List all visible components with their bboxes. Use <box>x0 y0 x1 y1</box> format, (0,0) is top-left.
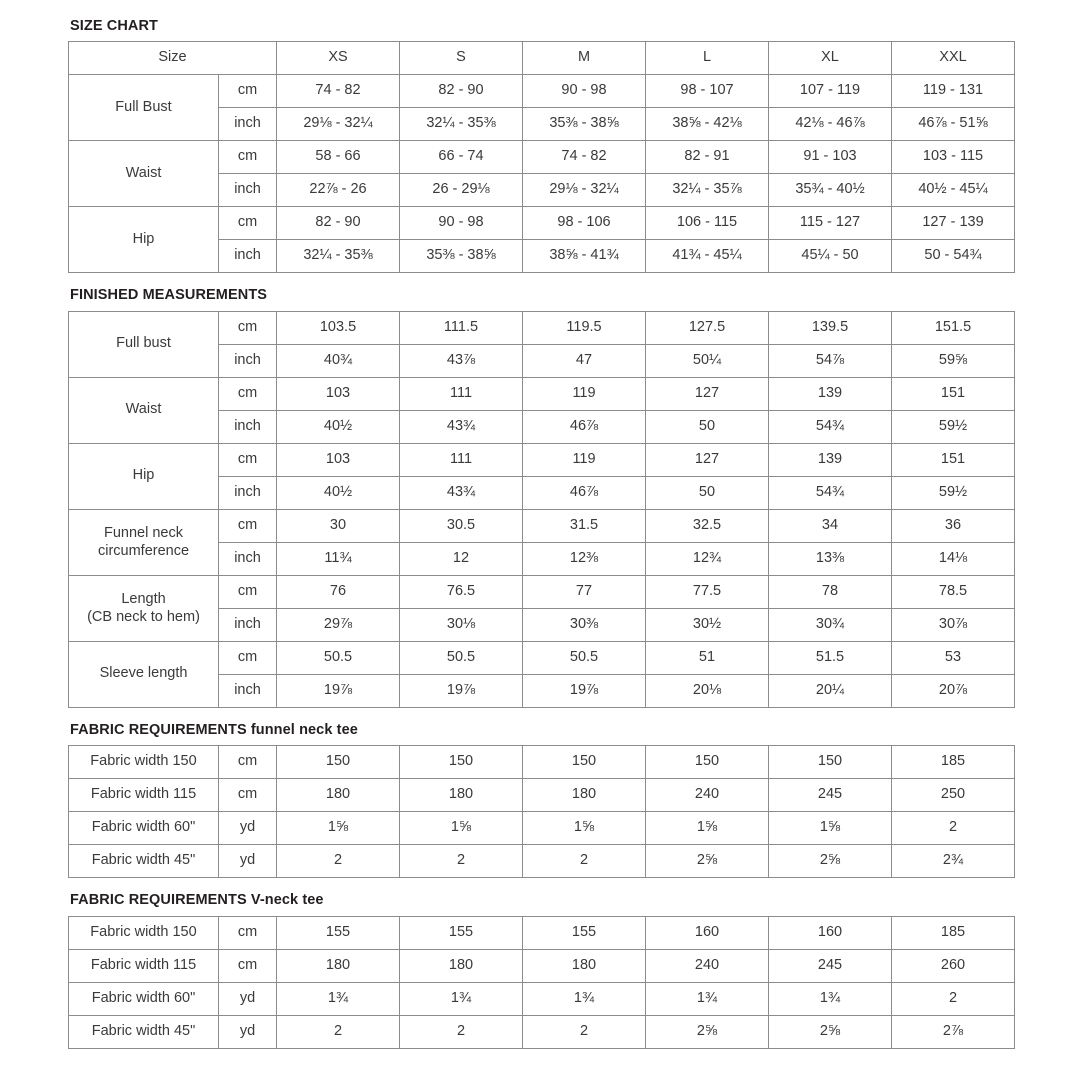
cell-value: 180 <box>277 779 400 812</box>
cell-value: 59⅝ <box>892 344 1015 377</box>
size-column-xs: XS <box>277 42 400 75</box>
cell-value: 1⅝ <box>769 812 892 845</box>
fabric-requirements-funnel-neck-table <box>68 745 1015 878</box>
size-column-xxl: XXL <box>892 42 1015 75</box>
cell-value: 50.5 <box>277 641 400 674</box>
cell-value: 185 <box>892 916 1015 949</box>
table-row <box>69 377 1015 410</box>
cell-value: 11¾ <box>277 542 400 575</box>
row-label-fabric-width-45in: Fabric width 45" <box>69 845 219 878</box>
row-label-full-bust: Full bust <box>69 311 219 377</box>
size-chart-table <box>68 41 1015 273</box>
cell-value: 22⅞ - 26 <box>277 174 400 207</box>
table-row <box>69 641 1015 674</box>
cell-value: 43¾ <box>400 476 523 509</box>
unit-cm: cm <box>219 207 277 240</box>
cell-value: 160 <box>646 916 769 949</box>
cell-value: 98 - 106 <box>523 207 646 240</box>
cell-value: 76 <box>277 575 400 608</box>
cell-value: 111.5 <box>400 311 523 344</box>
cell-value: 150 <box>277 746 400 779</box>
size-column-s: S <box>400 42 523 75</box>
cell-value: 38⅝ - 42⅛ <box>646 108 769 141</box>
cell-value: 2 <box>277 1015 400 1048</box>
cell-value: 127 <box>646 443 769 476</box>
row-label-fabric-width-60in: Fabric width 60" <box>69 982 219 1015</box>
cell-value: 127 - 139 <box>892 207 1015 240</box>
cell-value: 38⅝ - 41¾ <box>523 240 646 273</box>
cell-value: 50 - 54¾ <box>892 240 1015 273</box>
cell-value: 41¾ - 45¼ <box>646 240 769 273</box>
cell-value: 90 - 98 <box>400 207 523 240</box>
row-label-hip: Hip <box>69 443 219 509</box>
row-label-line-1: Funnel neck <box>104 525 183 542</box>
cell-value: 40¾ <box>277 344 400 377</box>
cell-value: 45¼ - 50 <box>769 240 892 273</box>
row-label-waist: Waist <box>69 377 219 443</box>
cell-value: 32.5 <box>646 509 769 542</box>
cell-value: 103 <box>277 377 400 410</box>
cell-value: 46⅞ <box>523 410 646 443</box>
unit-cell: cm <box>219 949 277 982</box>
cell-value: 30¾ <box>769 608 892 641</box>
cell-value: 58 - 66 <box>277 141 400 174</box>
cell-value: 77.5 <box>646 575 769 608</box>
cell-value: 19⅞ <box>400 674 523 707</box>
table-row <box>69 75 1015 108</box>
cell-value: 30 <box>277 509 400 542</box>
cell-value: 150 <box>646 746 769 779</box>
unit-inch: inch <box>219 344 277 377</box>
cell-value: 29⅛ - 32¼ <box>523 174 646 207</box>
unit-cell: yd <box>219 1015 277 1048</box>
row-label-full-bust: Full Bust <box>69 75 219 141</box>
row-label-fabric-width-150: Fabric width 150 <box>69 746 219 779</box>
cell-value: 40½ - 45¼ <box>892 174 1015 207</box>
cell-value: 29⅞ <box>277 608 400 641</box>
cell-value: 59½ <box>892 410 1015 443</box>
table-row <box>69 779 1015 812</box>
cell-value: 106 - 115 <box>646 207 769 240</box>
cell-value: 1¾ <box>646 982 769 1015</box>
cell-value: 185 <box>892 746 1015 779</box>
cell-value: 119.5 <box>523 311 646 344</box>
cell-value: 76.5 <box>400 575 523 608</box>
cell-value: 98 - 107 <box>646 75 769 108</box>
table-row <box>69 1015 1015 1048</box>
cell-value: 54¾ <box>769 476 892 509</box>
cell-value: 51.5 <box>769 641 892 674</box>
table-row <box>69 443 1015 476</box>
cell-value: 30⅞ <box>892 608 1015 641</box>
cell-value: 2⅞ <box>892 1015 1015 1048</box>
cell-value: 35¾ - 40½ <box>769 174 892 207</box>
cell-value: 30⅛ <box>400 608 523 641</box>
cell-value: 20⅛ <box>646 674 769 707</box>
cell-value: 150 <box>769 746 892 779</box>
cell-value: 180 <box>523 779 646 812</box>
row-label-line-2: (CB neck to hem) <box>87 609 200 626</box>
cell-value: 77 <box>523 575 646 608</box>
cell-value: 43⅞ <box>400 344 523 377</box>
cell-value: 250 <box>892 779 1015 812</box>
cell-value: 1⅝ <box>277 812 400 845</box>
cell-value: 34 <box>769 509 892 542</box>
table-row <box>69 949 1015 982</box>
cell-value: 91 - 103 <box>769 141 892 174</box>
cell-value: 19⅞ <box>277 674 400 707</box>
cell-value: 35⅜ - 38⅝ <box>400 240 523 273</box>
cell-value: 36 <box>892 509 1015 542</box>
table-row <box>69 575 1015 608</box>
cell-value: 1¾ <box>769 982 892 1015</box>
cell-value: 1⅝ <box>523 812 646 845</box>
cell-value: 32¼ - 35⅞ <box>646 174 769 207</box>
cell-value: 180 <box>400 949 523 982</box>
cell-value: 46⅞ <box>523 476 646 509</box>
cell-value: 127.5 <box>646 311 769 344</box>
cell-value: 2⅝ <box>769 1015 892 1048</box>
unit-cell: cm <box>219 779 277 812</box>
cell-value: 50 <box>646 476 769 509</box>
cell-value: 180 <box>400 779 523 812</box>
cell-value: 74 - 82 <box>523 141 646 174</box>
cell-value: 139 <box>769 443 892 476</box>
cell-value: 30½ <box>646 608 769 641</box>
cell-value: 240 <box>646 779 769 812</box>
row-label-waist: Waist <box>69 141 219 207</box>
cell-value: 115 - 127 <box>769 207 892 240</box>
cell-value: 40½ <box>277 476 400 509</box>
cell-value: 2 <box>277 845 400 878</box>
cell-value: 2 <box>523 845 646 878</box>
cell-value: 26 - 29⅛ <box>400 174 523 207</box>
cell-value: 31.5 <box>523 509 646 542</box>
cell-value: 1¾ <box>277 982 400 1015</box>
cell-value: 2⅝ <box>769 845 892 878</box>
unit-cm: cm <box>219 443 277 476</box>
cell-value: 82 - 91 <box>646 141 769 174</box>
cell-value: 180 <box>277 949 400 982</box>
table-row <box>69 141 1015 174</box>
table-row <box>69 311 1015 344</box>
cell-value: 155 <box>277 916 400 949</box>
cell-value: 30⅜ <box>523 608 646 641</box>
cell-value: 51 <box>646 641 769 674</box>
table-row <box>69 845 1015 878</box>
cell-value: 54¾ <box>769 410 892 443</box>
row-label-funnel-neck-circumference <box>69 509 219 575</box>
row-label-fabric-width-115: Fabric width 115 <box>69 779 219 812</box>
unit-cm: cm <box>219 311 277 344</box>
cell-value: 2¾ <box>892 845 1015 878</box>
cell-value: 2⅝ <box>646 1015 769 1048</box>
cell-value: 119 <box>523 377 646 410</box>
row-label-line-2: circumference <box>97 543 190 560</box>
size-chart-heading: SIZE CHART <box>70 18 158 34</box>
cell-value: 260 <box>892 949 1015 982</box>
unit-inch: inch <box>219 410 277 443</box>
unit-cm: cm <box>219 641 277 674</box>
cell-value: 42⅛ - 46⅞ <box>769 108 892 141</box>
cell-value: 90 - 98 <box>523 75 646 108</box>
cell-value: 1⅝ <box>400 812 523 845</box>
row-label-fabric-width-115: Fabric width 115 <box>69 949 219 982</box>
cell-value: 127 <box>646 377 769 410</box>
table-row <box>69 916 1015 949</box>
cell-value: 2 <box>400 1015 523 1048</box>
finished-measurements-heading: FINISHED MEASUREMENTS <box>70 287 268 304</box>
cell-value: 82 - 90 <box>277 207 400 240</box>
fabric-requirements-vneck-table <box>68 916 1015 1049</box>
unit-cell: yd <box>219 812 277 845</box>
cell-value: 111 <box>400 377 523 410</box>
row-label-hip: Hip <box>69 207 219 273</box>
unit-inch: inch <box>219 674 277 707</box>
row-label-fabric-width-60in: Fabric width 60" <box>69 812 219 845</box>
unit-inch: inch <box>219 174 277 207</box>
cell-value: 19⅞ <box>523 674 646 707</box>
cell-value: 2⅝ <box>646 845 769 878</box>
cell-value: 29⅛ - 32¼ <box>277 108 400 141</box>
unit-cm: cm <box>219 141 277 174</box>
cell-value: 180 <box>523 949 646 982</box>
row-label-fabric-width-45in: Fabric width 45" <box>69 1015 219 1048</box>
unit-inch: inch <box>219 108 277 141</box>
cell-value: 54⅞ <box>769 344 892 377</box>
unit-cm: cm <box>219 377 277 410</box>
unit-cell: cm <box>219 916 277 949</box>
fabric-vneck-heading: FABRIC REQUIREMENTS V-neck tee <box>70 892 324 909</box>
row-label-sleeve-length: Sleeve length <box>69 641 219 707</box>
unit-inch: inch <box>219 542 277 575</box>
unit-inch: inch <box>219 608 277 641</box>
unit-cm: cm <box>219 575 277 608</box>
cell-value: 2 <box>400 845 523 878</box>
cell-value: 2 <box>523 1015 646 1048</box>
cell-value: 2 <box>892 812 1015 845</box>
size-column-xl: XL <box>769 42 892 75</box>
cell-value: 111 <box>400 443 523 476</box>
row-label-length <box>69 575 219 641</box>
cell-value: 12⅜ <box>523 542 646 575</box>
cell-value: 50.5 <box>523 641 646 674</box>
cell-value: 14⅛ <box>892 542 1015 575</box>
size-column-m: M <box>523 42 646 75</box>
row-label-line-1: Length <box>121 591 166 608</box>
cell-value: 32¼ - 35⅜ <box>277 240 400 273</box>
finished-measurements-table <box>68 311 1015 708</box>
unit-cell: yd <box>219 982 277 1015</box>
row-label-fabric-width-150: Fabric width 150 <box>69 916 219 949</box>
cell-value: 103.5 <box>277 311 400 344</box>
cell-value: 30.5 <box>400 509 523 542</box>
cell-value: 59½ <box>892 476 1015 509</box>
cell-value: 50¼ <box>646 344 769 377</box>
cell-value: 119 - 131 <box>892 75 1015 108</box>
table-row <box>69 812 1015 845</box>
cell-value: 160 <box>769 916 892 949</box>
cell-value: 107 - 119 <box>769 75 892 108</box>
cell-value: 151 <box>892 443 1015 476</box>
cell-value: 240 <box>646 949 769 982</box>
cell-value: 1¾ <box>523 982 646 1015</box>
cell-value: 66 - 74 <box>400 141 523 174</box>
cell-value: 151 <box>892 377 1015 410</box>
unit-cm: cm <box>219 509 277 542</box>
cell-value: 53 <box>892 641 1015 674</box>
unit-cm: cm <box>219 75 277 108</box>
cell-value: 139.5 <box>769 311 892 344</box>
cell-value: 20¼ <box>769 674 892 707</box>
cell-value: 40½ <box>277 410 400 443</box>
cell-value: 13⅜ <box>769 542 892 575</box>
unit-inch: inch <box>219 476 277 509</box>
cell-value: 46⅞ - 51⅝ <box>892 108 1015 141</box>
cell-value: 150 <box>523 746 646 779</box>
cell-value: 43¾ <box>400 410 523 443</box>
fabric-funnel-neck-heading: FABRIC REQUIREMENTS funnel neck tee <box>70 721 358 738</box>
table-row <box>69 982 1015 1015</box>
cell-value: 103 <box>277 443 400 476</box>
cell-value: 32¼ - 35⅜ <box>400 108 523 141</box>
cell-value: 50 <box>646 410 769 443</box>
cell-value: 12¾ <box>646 542 769 575</box>
cell-value: 78.5 <box>892 575 1015 608</box>
cell-value: 155 <box>400 916 523 949</box>
cell-value: 103 - 115 <box>892 141 1015 174</box>
unit-cell: cm <box>219 746 277 779</box>
table-row-header <box>69 42 1015 75</box>
cell-value: 78 <box>769 575 892 608</box>
cell-value: 151.5 <box>892 311 1015 344</box>
cell-value: 50.5 <box>400 641 523 674</box>
unit-inch: inch <box>219 240 277 273</box>
cell-value: 1⅝ <box>646 812 769 845</box>
cell-value: 139 <box>769 377 892 410</box>
cell-value: 245 <box>769 949 892 982</box>
size-column-l: L <box>646 42 769 75</box>
cell-value: 74 - 82 <box>277 75 400 108</box>
cell-value: 150 <box>400 746 523 779</box>
table-row <box>69 207 1015 240</box>
cell-value: 155 <box>523 916 646 949</box>
cell-value: 35⅜ - 38⅝ <box>523 108 646 141</box>
cell-value: 245 <box>769 779 892 812</box>
table-row <box>69 509 1015 542</box>
cell-value: 1¾ <box>400 982 523 1015</box>
table-row <box>69 746 1015 779</box>
cell-value: 12 <box>400 542 523 575</box>
cell-value: 82 - 90 <box>400 75 523 108</box>
cell-value: 20⅞ <box>892 674 1015 707</box>
cell-value: 47 <box>523 344 646 377</box>
unit-cell: yd <box>219 845 277 878</box>
cell-value: 2 <box>892 982 1015 1015</box>
size-header-label: Size <box>69 42 277 75</box>
cell-value: 119 <box>523 443 646 476</box>
